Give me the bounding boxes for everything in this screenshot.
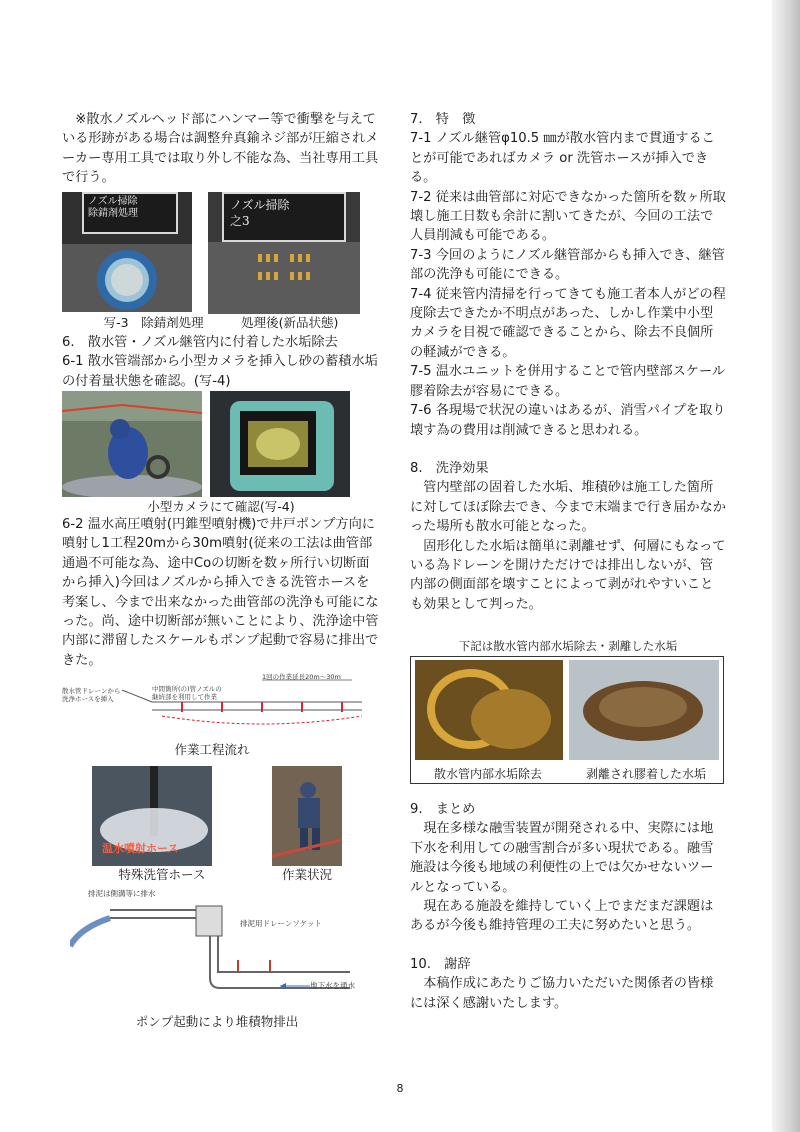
sec10-title: 10. 謝辞 [410, 956, 471, 972]
caption-hose: 特殊洗管ホース [118, 867, 206, 882]
left-column [62, 110, 380, 188]
box-caption-left: 散水管内部水垢除去 [433, 767, 542, 781]
sec7-item-5: 7-5 温水ユニットを併用することで管内壁部スケール膠着除去が容易にできる。 [410, 364, 726, 399]
photo-worker-camera [62, 391, 202, 497]
box-caption-right: 剥離され膠着した水垢 [585, 767, 706, 781]
sec7-item-6: 7-6 各現場で状況の違いはあるが、消雪パイプを取り壊す為の費用は削減できると思われる。 [410, 403, 726, 438]
caption-flow: 作業工程流れ [174, 742, 250, 757]
sign1-line2: 除錆剤処理 [88, 208, 138, 219]
sec6-title: 6. 散水管・ノズル継管内に付着した水垢除去 [62, 335, 338, 350]
sec9-para-2: 現在ある施設を維持していく上でまだまだ課題はあるが今後も維持管理の工夫に努めたいと思う。 [410, 899, 714, 934]
work-status-illustration [272, 766, 342, 866]
note-paragraph: ※散水ノズルヘッド部にハンマー等で衝撃を与えている形跡がある場合は調整弁真鍮ネジ部が圧縮されメーカー専用工具では取り外し不能な為、当社専用工具で行う。 [62, 112, 379, 186]
sec7-item-1: 7-1 ノズル継管φ10.5 ㎜が散水管内まで貫通することが可能であればカメラ or 洗管ホースが挿入できる。 [410, 131, 715, 186]
flow-label-4: 継続部を利用して作業 [152, 693, 217, 701]
flow-label-2: 洗浄ホースを挿入 [62, 695, 114, 703]
sec9-title: 9. まとめ [410, 802, 476, 817]
sign-rust-remover [82, 192, 178, 234]
sec7-item-2: 7-2 従来は曲管部に対応できなかった箇所を数ヶ所取壊し施工日数も余計に割いてきたが、今回の工法で人員削減も可能である。 [410, 189, 726, 244]
sec9-para-1: 現在多様な融雪装置が開発される中、実際には地下水を利用しての融雪割合が多い現状である。融雪施設は今後も地域の利便性の上では欠かせないツールとなっている。 [410, 821, 714, 895]
box-frame [410, 656, 724, 784]
sign1-line1: ノズル掃除 [88, 196, 138, 207]
pump-label-3: 地下水を通水 [310, 981, 355, 990]
right-column-lower [410, 800, 726, 1013]
caption-photo3: 写-3 除錆剤処理 処理後(新品状態) [103, 315, 339, 330]
sec6-2-block [62, 515, 382, 670]
flow-label-1: 散水管ドレーンから [62, 687, 121, 695]
sign-nozzle-cleaning [222, 192, 346, 242]
sec7-item-3: 7-3 今回のようにノズル継管部からも挿入でき、継管部の洗浄も可能にできる。 [410, 247, 725, 283]
sec8-para-1: 管内壁部の固着した水垢、堆積砂は施工した箇所に対してほぼ除去でき、今まで末端まで行き届かなかった場所も散水可能となった。 [410, 480, 726, 535]
work-flow-svg [62, 672, 382, 738]
sec8-title: 8. 洗浄効果 [410, 460, 489, 476]
caption-work: 作業状況 [281, 867, 332, 882]
worker-camera-illustration [62, 391, 202, 497]
photo-hose [92, 766, 212, 866]
sign2-line2: 之3 [230, 214, 250, 228]
page-number: 8 [396, 1082, 404, 1095]
hose-overlay-text: 温水噴射ホース [102, 842, 179, 855]
sec6-2-text: 6-2 温水高圧噴射(円錐型噴射機)で井戸ポンプ方向に噴射し1工程20mから30m噴射(従来の工法は曲管部通過不可能な為、途中Coの切断を数ヶ所行い切断面から挿入)今回はノズルから挿入できる洗管ホースを考案し、今まで出来なかった曲管部の洗浄も可能になった。尚、途中切断部が無いことにより、洗浄途中管内部に滞留したスケールもポンプ起動で容易に排出できた。 [62, 517, 379, 668]
sec7-item-4: 7-4 従来管内清掃を行ってきても施工者本人がどの程度除去できたか不明点があった、しかし作業中小型カメラを目視で確認できることから、除去不良個所の軽減ができる。 [410, 286, 726, 360]
page-edge [772, 0, 800, 1132]
flow-label-5: 1回の作業延長20m〜30m [262, 673, 341, 681]
camera-monitor-illustration [210, 391, 350, 497]
scale-removal-photos [411, 657, 723, 765]
sec6-1-text: 6-1 散水管端部から小型カメラを挿入し砂の蓄積水垢の付着量状態を確認。(写-4) [62, 354, 378, 389]
pump-label-2: 排泥用ドレーンソケット [240, 919, 322, 928]
sec8-para-2: 固形化した水垢は簡単に剥離せず、何層にもなっている為ドレーンを開けただけでは排出しないが、管内部の側面部を壊すことによって剥がれやすいことも効果として判った。 [410, 538, 726, 612]
caption-photo4: 小型カメラにて確認(写-4) [147, 499, 295, 514]
pump-discharge-diagram [70, 888, 360, 1000]
work-flow-diagram [62, 672, 382, 738]
caption-pump: ポンプ起動により堆積物排出 [135, 1014, 299, 1029]
right-column [410, 110, 726, 614]
scale-removal-box [410, 638, 726, 784]
sign2-line1: ノズル掃除 [230, 198, 290, 212]
photo-work-status [272, 766, 342, 866]
pump-label-1: 排泥は側溝等に排水 [88, 889, 156, 898]
sec7-title: 7. 特 徴 [410, 112, 476, 127]
sec6-block [62, 333, 380, 391]
sec10-para: 本稿作成にあたりご協力いただいた関係者の皆様には深く感謝いたします。 [410, 976, 714, 1011]
box-title: 下記は散水管内部水垢除去・剥離した水垢 [458, 639, 678, 653]
flow-label-3: 中間箇所(の)管ノズルの [152, 685, 222, 693]
photo-camera-monitor [210, 391, 350, 497]
